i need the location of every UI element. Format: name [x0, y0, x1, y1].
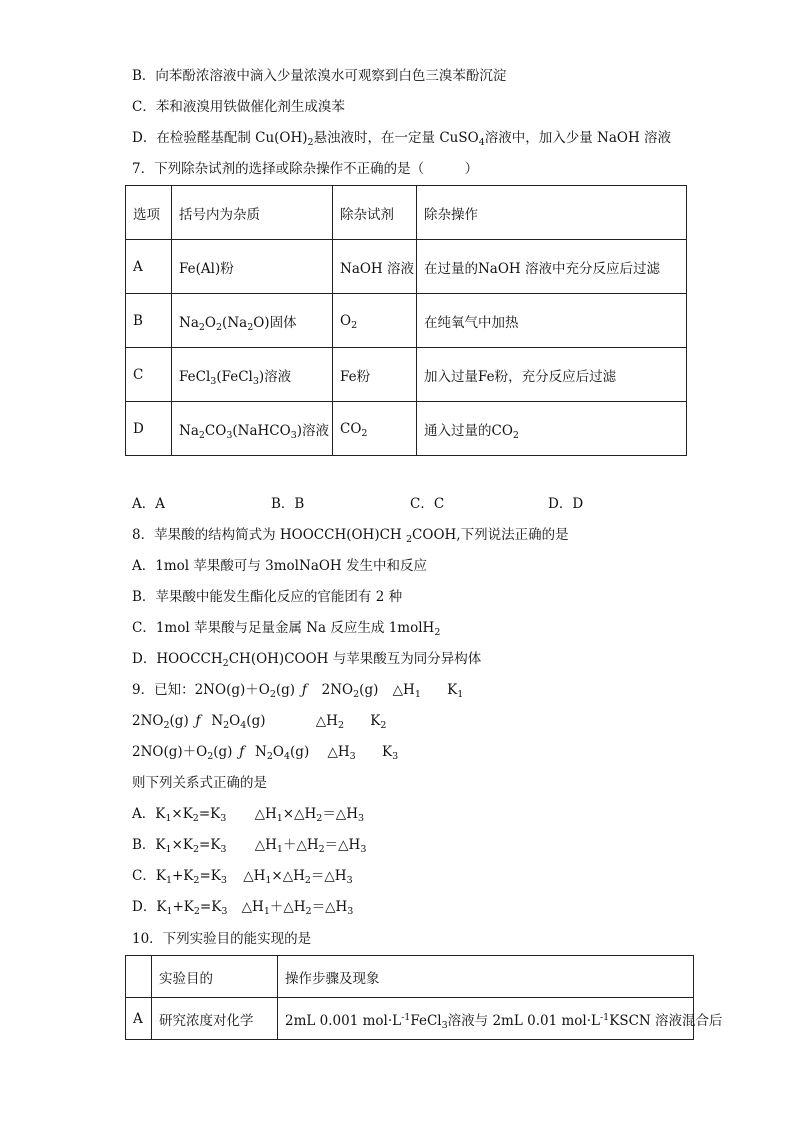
option-cell: A — [126, 240, 172, 294]
option-cell: D — [126, 402, 172, 456]
header-cell: 除杂操作 — [417, 186, 687, 240]
reagent-cell: $O_2$ — [333, 294, 417, 348]
q7-choice-a: A．A — [132, 496, 165, 512]
q8-option-d: D．$HOOCCH_2CH(OH)COOH$ 与苹果酸互为同分异构体 — [132, 651, 482, 669]
q9-question: 则下列关系式正确的是 — [132, 775, 267, 791]
q8-option-b: B．苹果酸中能发生酯化反应的官能团有 2 种 — [132, 589, 403, 605]
q8-option-c: C．1mol 苹果酸与足量金属 Na 反应生成 1molH$_2$ — [132, 620, 441, 638]
table-row — [126, 998, 694, 1040]
header-cell: 实验目的 — [152, 956, 278, 998]
header-cell: 除杂试剂 — [333, 186, 417, 240]
q7-choice-b: B．B — [271, 496, 305, 512]
reagent-cell: $CO_2$ — [333, 402, 417, 456]
impurity-cell: $Na_2O_2(Na_2O)$固体 — [172, 294, 333, 348]
q9-option-d: D．$K_1+K_2=K_3$ $\triangle H_1+\triangle H_2=\triangle H_3$ — [132, 899, 354, 917]
q9-equation-2: $2NO_2(g)$ ƒ $N_2O_4(g)$ $\triangle H_2$ $K_2$ — [132, 713, 387, 731]
q6-option-c: C．苯和液溴用铁做催化剂生成溴苯 — [132, 99, 345, 115]
q9-option-a: A．$K_1\times K_2=K_3$ $\triangle H_1\times\triangle H_2=\triangle H_3$ — [132, 806, 365, 824]
operation-cell: 加入过量Fe粉，充分反应后过滤 — [417, 348, 687, 402]
q7-table — [125, 185, 687, 456]
impurity-cell: FeCl$_3$(FeCl$_3$)溶液 — [172, 348, 333, 402]
q9-option-c: C．$K_1+K_2=K_3$ $\triangle H_1\times\triangle H_2=\triangle H_3$ — [132, 868, 353, 886]
header-cell: 选项 — [126, 186, 172, 240]
q6-option-b: B．向苯酚浓溶液中滴入少量浓溴水可观察到白色三溴苯酚沉淀 — [132, 68, 507, 84]
q8-stem: 8．苹果酸的结构简式为 HOOCCH(OH)CH $_2$COOH,下列说法正确的是 — [132, 527, 569, 545]
table-row — [126, 348, 687, 402]
q7-choice-d: D．D — [548, 496, 584, 512]
option-cell: B — [126, 294, 172, 348]
operation-cell: 通入过量的$CO_2$ — [417, 402, 687, 456]
q6-option-d: D．在检验醛基配制 $Cu(OH)_2$悬浊液时，在一定量 CuSO$_4$溶液中，加入少量 NaOH 溶液 — [132, 130, 672, 148]
impurity-cell: $Na_2CO_3(NaHCO_3)$溶液 — [172, 402, 333, 456]
steps-cell: 2mL 0.001 $mol\cdot L^{-1}FeCl_3$溶液与 2mL 0.01 $mol\cdot L^{-1}KSCN$ 溶液混合后 — [278, 998, 694, 1040]
q8-option-a: A．1mol 苹果酸可与 3molNaOH 发生中和反应 — [132, 558, 427, 574]
goal-cell: 研究浓度对化学 — [152, 998, 278, 1040]
q9-equation-3: $2NO(g)+O_2(g)$ ƒ $N_2O_4(g)$ $\triangle H_3$ $K_3$ — [132, 744, 399, 762]
operation-cell: 在纯氧气中加热 — [417, 294, 687, 348]
impurity-cell: Fe(Al)粉 — [172, 240, 333, 294]
option-cell: A — [126, 998, 152, 1040]
q9-equation-1: 9．已知：$2NO(g)+O_2(g)$ ƒ $2NO_2(g)$ $\triangle H_1$ $K_1$ — [132, 682, 464, 700]
reagent-cell: NaOH 溶液 — [333, 240, 417, 294]
table-row — [126, 294, 687, 348]
reagent-cell: Fe粉 — [333, 348, 417, 402]
q10-stem: 10．下列实验目的能实现的是 — [132, 931, 312, 947]
q7-stem: 7．下列除杂试剂的选择或除杂操作不正确的是（ ） — [132, 161, 479, 177]
q9-option-b: B．$K_1\times K_2=K_3$ $\triangle H_1+\triangle H_2=\triangle H_3$ — [132, 837, 367, 855]
q10-table — [125, 955, 723, 1040]
q10-table-header — [126, 956, 694, 998]
operation-cell: 在过量的NaOH 溶液中充分反应后过滤 — [417, 240, 687, 294]
header-cell — [126, 956, 152, 998]
header-cell: 操作步骤及现象 — [278, 956, 694, 998]
table-row — [126, 402, 687, 456]
table-row — [126, 240, 687, 294]
q7-table-header — [126, 186, 687, 240]
option-cell: C — [126, 348, 172, 402]
header-cell: 括号内为杂质 — [172, 186, 333, 240]
q7-choice-c: C．C — [410, 496, 445, 512]
